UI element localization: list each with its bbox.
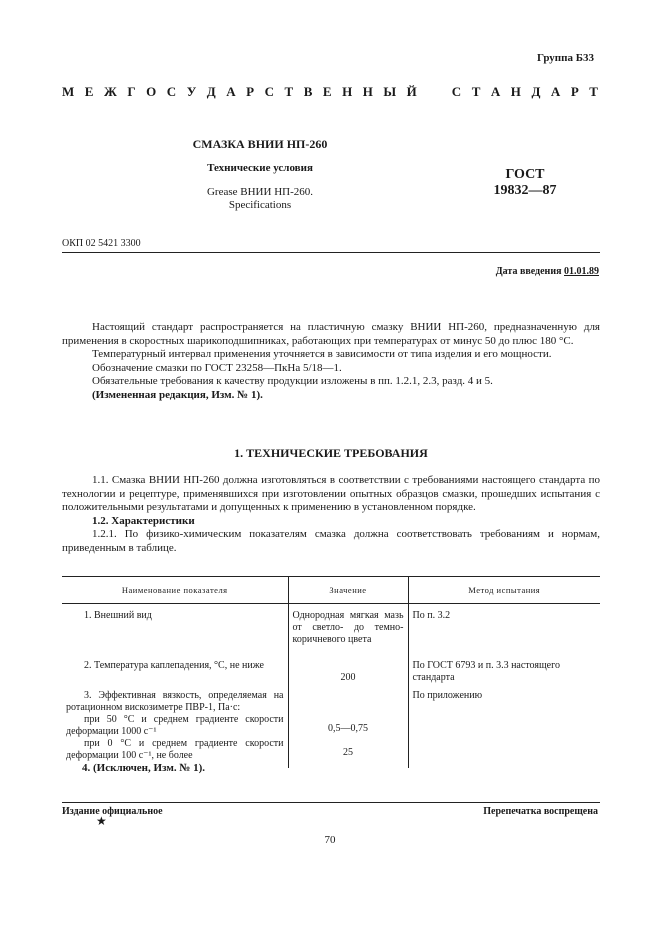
row1-value: Однородная мягкая мазь от светло- до темно-коричневого цвета	[288, 604, 408, 657]
interstate-standard-heading	[62, 84, 598, 100]
row2-method: По ГОСТ 6793 и п. 3.3 настоящего стандарта	[408, 656, 600, 686]
heading-letter: У	[186, 84, 197, 99]
intro-date-label: Дата введения	[495, 266, 564, 277]
heading-letter: Е	[84, 84, 94, 99]
heading-letter: Р	[570, 84, 579, 99]
heading-letter: Т	[471, 84, 481, 99]
heading-letter: А	[490, 84, 501, 99]
column-header-method: Метод испытания	[408, 577, 600, 604]
intro-text	[62, 321, 600, 402]
footer-divider	[62, 802, 600, 803]
official-edition: Издание официальное	[62, 806, 163, 817]
document-subtitle: Технические условия	[207, 162, 313, 174]
heading-letter: В	[303, 84, 313, 99]
table-row	[62, 656, 600, 686]
clause-1-1: 1.1. Смазка ВНИИ НП-260 должна изготовляться в соответствии с требованиями настоящего стандарта по технологии и рецептуре, применявшихся при изготовлении опытных образцов смазки, прошедших испытания с положительными результатами и допущенных к применению в установленном порядке.	[62, 474, 600, 513]
row3-name: 3. Эффективная вязкость, определяемая на ротационном вискозиметре ПВР-1, Па·с:	[66, 690, 284, 713]
row1-method: По п. 3.2	[408, 604, 600, 657]
intro-paragraph-3: Обозначение смазки по ГОСТ 23258—ПкНа 5/18—1.	[92, 361, 342, 374]
row3-sub1-name: при 50 °С и среднем градиенте скорости деформации 1000 с⁻¹	[66, 714, 284, 737]
heading-gap	[427, 84, 441, 100]
gost-label: ГОСТ	[505, 167, 545, 182]
row3-method: По приложению	[408, 686, 600, 768]
heading-letter: Ы	[383, 84, 397, 99]
heading-letter: Н	[510, 84, 521, 99]
english-title	[150, 186, 370, 212]
okp-code: ОКП 02 5421 3300	[62, 238, 141, 249]
row3-sub2-value: 25	[343, 747, 353, 758]
heading-letter: С	[264, 84, 274, 99]
section-heading: 1. ТЕХНИЧЕСКИЕ ТРЕБОВАНИЯ	[234, 446, 428, 460]
table-row	[62, 686, 600, 768]
clause-1-2-heading: 1.2. Характеристики	[92, 514, 195, 527]
heading-letter: О	[146, 84, 157, 99]
intro-date-value: 01.01.89	[564, 266, 599, 277]
english-title-line2: Specifications	[228, 199, 292, 211]
heading-letter: Н	[342, 84, 353, 99]
heading-letter: Е	[322, 84, 332, 99]
properties-table	[62, 576, 600, 768]
gost-number	[470, 167, 580, 199]
row3-sub1-value: 0,5—0,75	[328, 723, 368, 734]
row3-sub2-name: при 0 °С и среднем градиенте скорости деформации 100 с⁻¹, не более	[66, 738, 284, 761]
divider	[62, 252, 600, 253]
section-text	[62, 474, 600, 555]
intro-paragraph-1: Настоящий стандарт распространяется на пластичную смазку ВНИИ НП-260, предназначенную для применения в скоростных шарикоподшипниках, работающих при температурах от минус 50 до плюс 180 °С.	[62, 321, 600, 347]
clause-1-2-1: 1.2.1. По физико-химическим показателям смазка должна соответствовать требованиям и нормам, приведенным в таблице.	[62, 528, 600, 554]
column-header-value: Значение	[288, 577, 408, 604]
page-number: 70	[324, 834, 336, 846]
heading-letter: Р	[246, 84, 255, 99]
english-title-line1: Grease ВНИИ НП-260.	[206, 186, 313, 198]
gost-code: 19832—87	[493, 183, 557, 198]
row1-name: 1. Внешний вид	[84, 610, 152, 621]
table-header-row	[62, 577, 600, 604]
heading-letter: М	[62, 84, 75, 99]
heading-letter: Т	[589, 84, 598, 99]
heading-letter: Ж	[103, 84, 117, 99]
star-icon: ★	[96, 814, 107, 828]
heading-letter: С	[166, 84, 177, 99]
heading-letter: Т	[284, 84, 294, 99]
column-header-name: Наименование показателя	[62, 577, 288, 604]
heading-letter: Г	[127, 84, 136, 99]
group-label: Группа Б33	[537, 52, 594, 64]
excluded-item: 4. (Исключен, Изм. № 1).	[82, 762, 206, 774]
heading-letter: А	[226, 84, 236, 99]
table-row	[62, 604, 600, 657]
row2-name: 2. Температура каплепадения, °С, не ниже	[84, 660, 264, 671]
heading-letter: Й	[406, 84, 417, 99]
intro-paragraph-4: Обязательные требования к качеству продукции изложены в пп. 1.2.1, 2.3, разд. 4 и 5.	[92, 375, 493, 387]
intro-date	[496, 266, 599, 277]
row2-value: 200	[288, 656, 408, 686]
heading-letter: Д	[206, 84, 216, 99]
heading-letter: Д	[531, 84, 541, 99]
heading-letter: С	[451, 84, 462, 99]
heading-letter: А	[550, 84, 561, 99]
intro-paragraph-2: Температурный интервал применения уточняется в зависимости от типа изделия и его мощности.	[92, 348, 552, 360]
intro-amendment: (Измененная редакция, Изм. № 1).	[92, 388, 263, 401]
heading-letter: Н	[362, 84, 373, 99]
document-title: СМАЗКА ВНИИ НП-260	[192, 137, 328, 151]
reprint-forbidden: Перепечатка воспрещена	[483, 806, 598, 817]
